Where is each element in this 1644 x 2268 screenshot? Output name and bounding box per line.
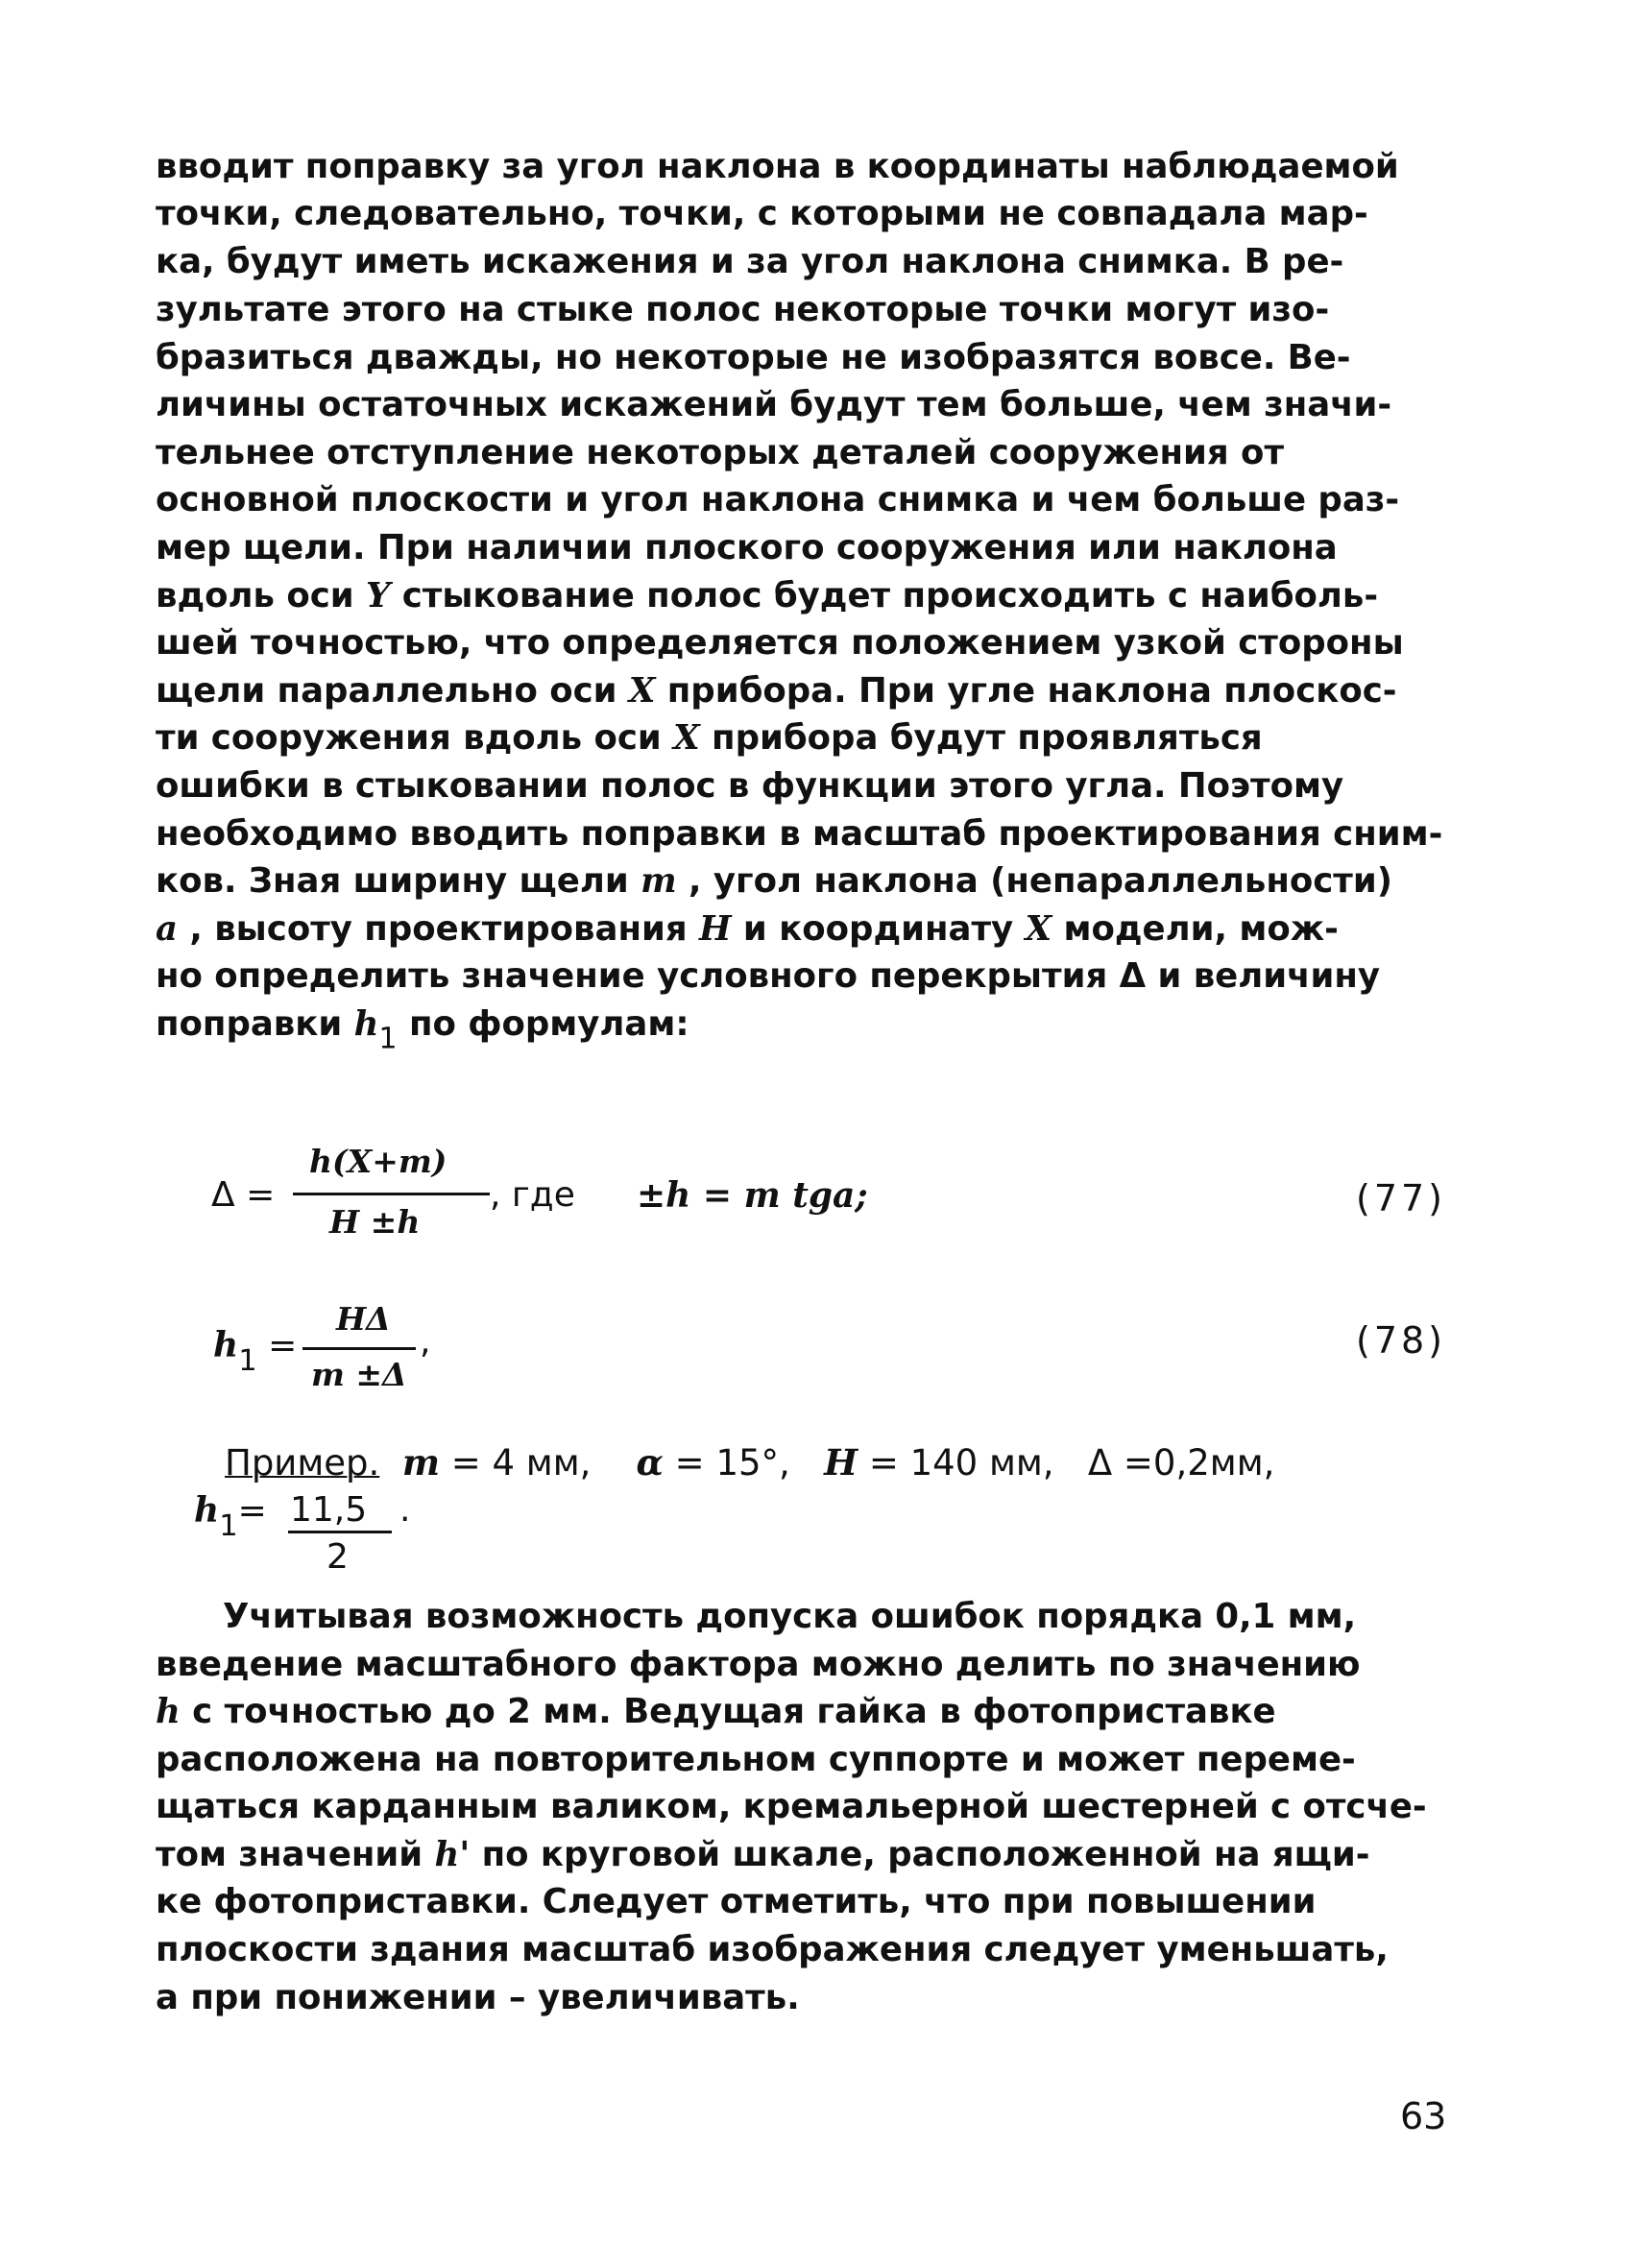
math-variable: h'	[434, 1835, 471, 1874]
text-line	[156, 576, 1379, 615]
math-subscript: 1	[219, 1508, 238, 1543]
text-run: = 15°,	[663, 1442, 790, 1484]
fraction-denominator: m ±Δ	[311, 1356, 407, 1393]
text-run: ков. Зная ширину щели	[156, 861, 641, 901]
text-line: бразиться дважды, но некоторые не изобразятся вовсе. Ве-	[156, 338, 1351, 377]
where-label: , где	[490, 1175, 575, 1215]
formula-tail: ,	[420, 1322, 431, 1362]
text-run: модели, мож-	[1052, 909, 1339, 949]
text-line: мер щели. При наличии плоского сооружения или наклона	[156, 528, 1338, 567]
fraction-denominator: 2	[326, 1537, 349, 1577]
formula-lhs	[213, 1325, 298, 1378]
math-variable: Y	[366, 576, 391, 615]
text-run: и координату	[731, 909, 1026, 949]
equals-sign: =	[268, 1326, 298, 1365]
formula-condition: ±h = m tga;	[637, 1175, 868, 1216]
text-run: ти сооружения вдоль оси	[156, 718, 674, 758]
math-variable: α	[636, 1441, 664, 1484]
math-variable: H	[824, 1441, 858, 1484]
text-run: том значений	[156, 1835, 435, 1874]
text-line: а при понижении – увеличивать.	[156, 1978, 800, 2017]
text-line: введение масштабного фактора можно делить по значению	[156, 1645, 1361, 1684]
formula-tail: .	[399, 1490, 411, 1530]
fraction-numerator: h(X+m)	[309, 1143, 447, 1180]
text-run: стыкование полос будет происходить с наиболь-	[390, 576, 1379, 615]
text-line	[156, 671, 1397, 711]
text-run: с точностью до 2 мм. Ведущая гайка в фотоприставке	[180, 1692, 1276, 1731]
text-line: тельнее отступление некоторых деталей сооружения от	[156, 433, 1285, 472]
text-line: Учитывая возможность допуска ошибок порядка 0,1 мм,	[223, 1597, 1357, 1636]
text-run: = 140 мм,	[858, 1442, 1054, 1484]
math-variable: h	[156, 1692, 181, 1731]
text-line	[156, 1835, 1370, 1874]
text-run: щели параллельно оси	[156, 671, 629, 711]
text-run: , угол наклона (непараллельности)	[676, 861, 1392, 901]
text-line: плоскости здания масштаб изображения следует уменьшать,	[156, 1930, 1389, 1969]
text-line	[156, 861, 1392, 901]
formula-lhs: Δ =	[211, 1175, 276, 1215]
text-run: Δ =0,2мм,	[1087, 1442, 1275, 1484]
fraction-bar	[302, 1347, 416, 1350]
text-line: зультате этого на стыке полос некоторые точки могут изо-	[156, 290, 1330, 329]
math-variable: X	[1025, 909, 1052, 949]
math-variable: h	[353, 1004, 379, 1044]
text-run: по круговой шкале, расположенной на ящи-	[470, 1835, 1370, 1874]
text-line: но определить значение условного перекрытия Δ и величину	[156, 956, 1381, 996]
text-line: щаться карданным валиком, кремальерной шестерней с отсче-	[156, 1787, 1427, 1826]
math-variable: X	[673, 718, 700, 758]
example-h1	[194, 1490, 267, 1543]
fraction-denominator: H ±h	[329, 1203, 421, 1241]
text-line	[156, 718, 1263, 758]
text-run: = 4 мм,	[439, 1442, 592, 1484]
fraction-bar	[293, 1193, 490, 1195]
text-line: шей точностью, что определяется положением узкой стороны	[156, 623, 1404, 663]
text-line: личины остаточных искажений будут тем больше, чем значи-	[156, 385, 1392, 424]
example-line	[225, 1441, 1275, 1484]
equation-number: (77)	[1356, 1177, 1447, 1219]
text-line: необходимо вводить поправки в масштаб проектирования сним-	[156, 814, 1443, 854]
text-run: поправки	[156, 1004, 354, 1044]
text-run: прибора. При угле наклона плоскос-	[655, 671, 1397, 711]
text-line: точки, следовательно, точки, с которыми не совпадала мар-	[156, 194, 1368, 233]
math-variable: H	[699, 909, 732, 949]
text-line: основной плоскости и угол наклона снимка и чем больше раз-	[156, 480, 1400, 519]
math-subscript: 1	[238, 1343, 257, 1378]
fraction-numerator: HΔ	[336, 1300, 391, 1338]
math-variable: h	[194, 1490, 220, 1531]
text-run: по формулам:	[397, 1004, 689, 1044]
text-run: , высоту проектирования	[178, 909, 700, 949]
page-number: 63	[1400, 2095, 1447, 2137]
math-variable: m	[401, 1441, 440, 1484]
text-line: расположена на повторительном суппорте и может переме-	[156, 1740, 1356, 1779]
text-run: прибора будут проявляться	[699, 718, 1263, 758]
example-label: Пример.	[225, 1442, 380, 1484]
text-line	[156, 909, 1339, 949]
equation-number: (78)	[1356, 1319, 1447, 1362]
math-subscript: 1	[378, 1022, 398, 1056]
fraction-numerator: 11,5	[290, 1490, 368, 1530]
math-variable: a	[156, 909, 179, 949]
fraction-bar	[288, 1531, 392, 1533]
equals-sign: =	[237, 1491, 267, 1531]
text-line: ошибки в стыковании полос в функции этого угла. Поэтому	[156, 766, 1344, 806]
math-variable: X	[628, 671, 656, 711]
text-line: ке фотоприставки. Следует отметить, что при повышении	[156, 1882, 1317, 1921]
text-line: вводит поправку за угол наклона в координаты наблюдаемой	[156, 147, 1399, 186]
math-variable: m	[641, 861, 677, 901]
text-run: вдоль оси	[156, 576, 366, 615]
text-line: ка, будут иметь искажения и за угол наклона снимка. В ре-	[156, 242, 1344, 281]
text-line	[156, 1004, 689, 1056]
text-line	[156, 1692, 1276, 1731]
math-variable: h	[213, 1325, 239, 1365]
